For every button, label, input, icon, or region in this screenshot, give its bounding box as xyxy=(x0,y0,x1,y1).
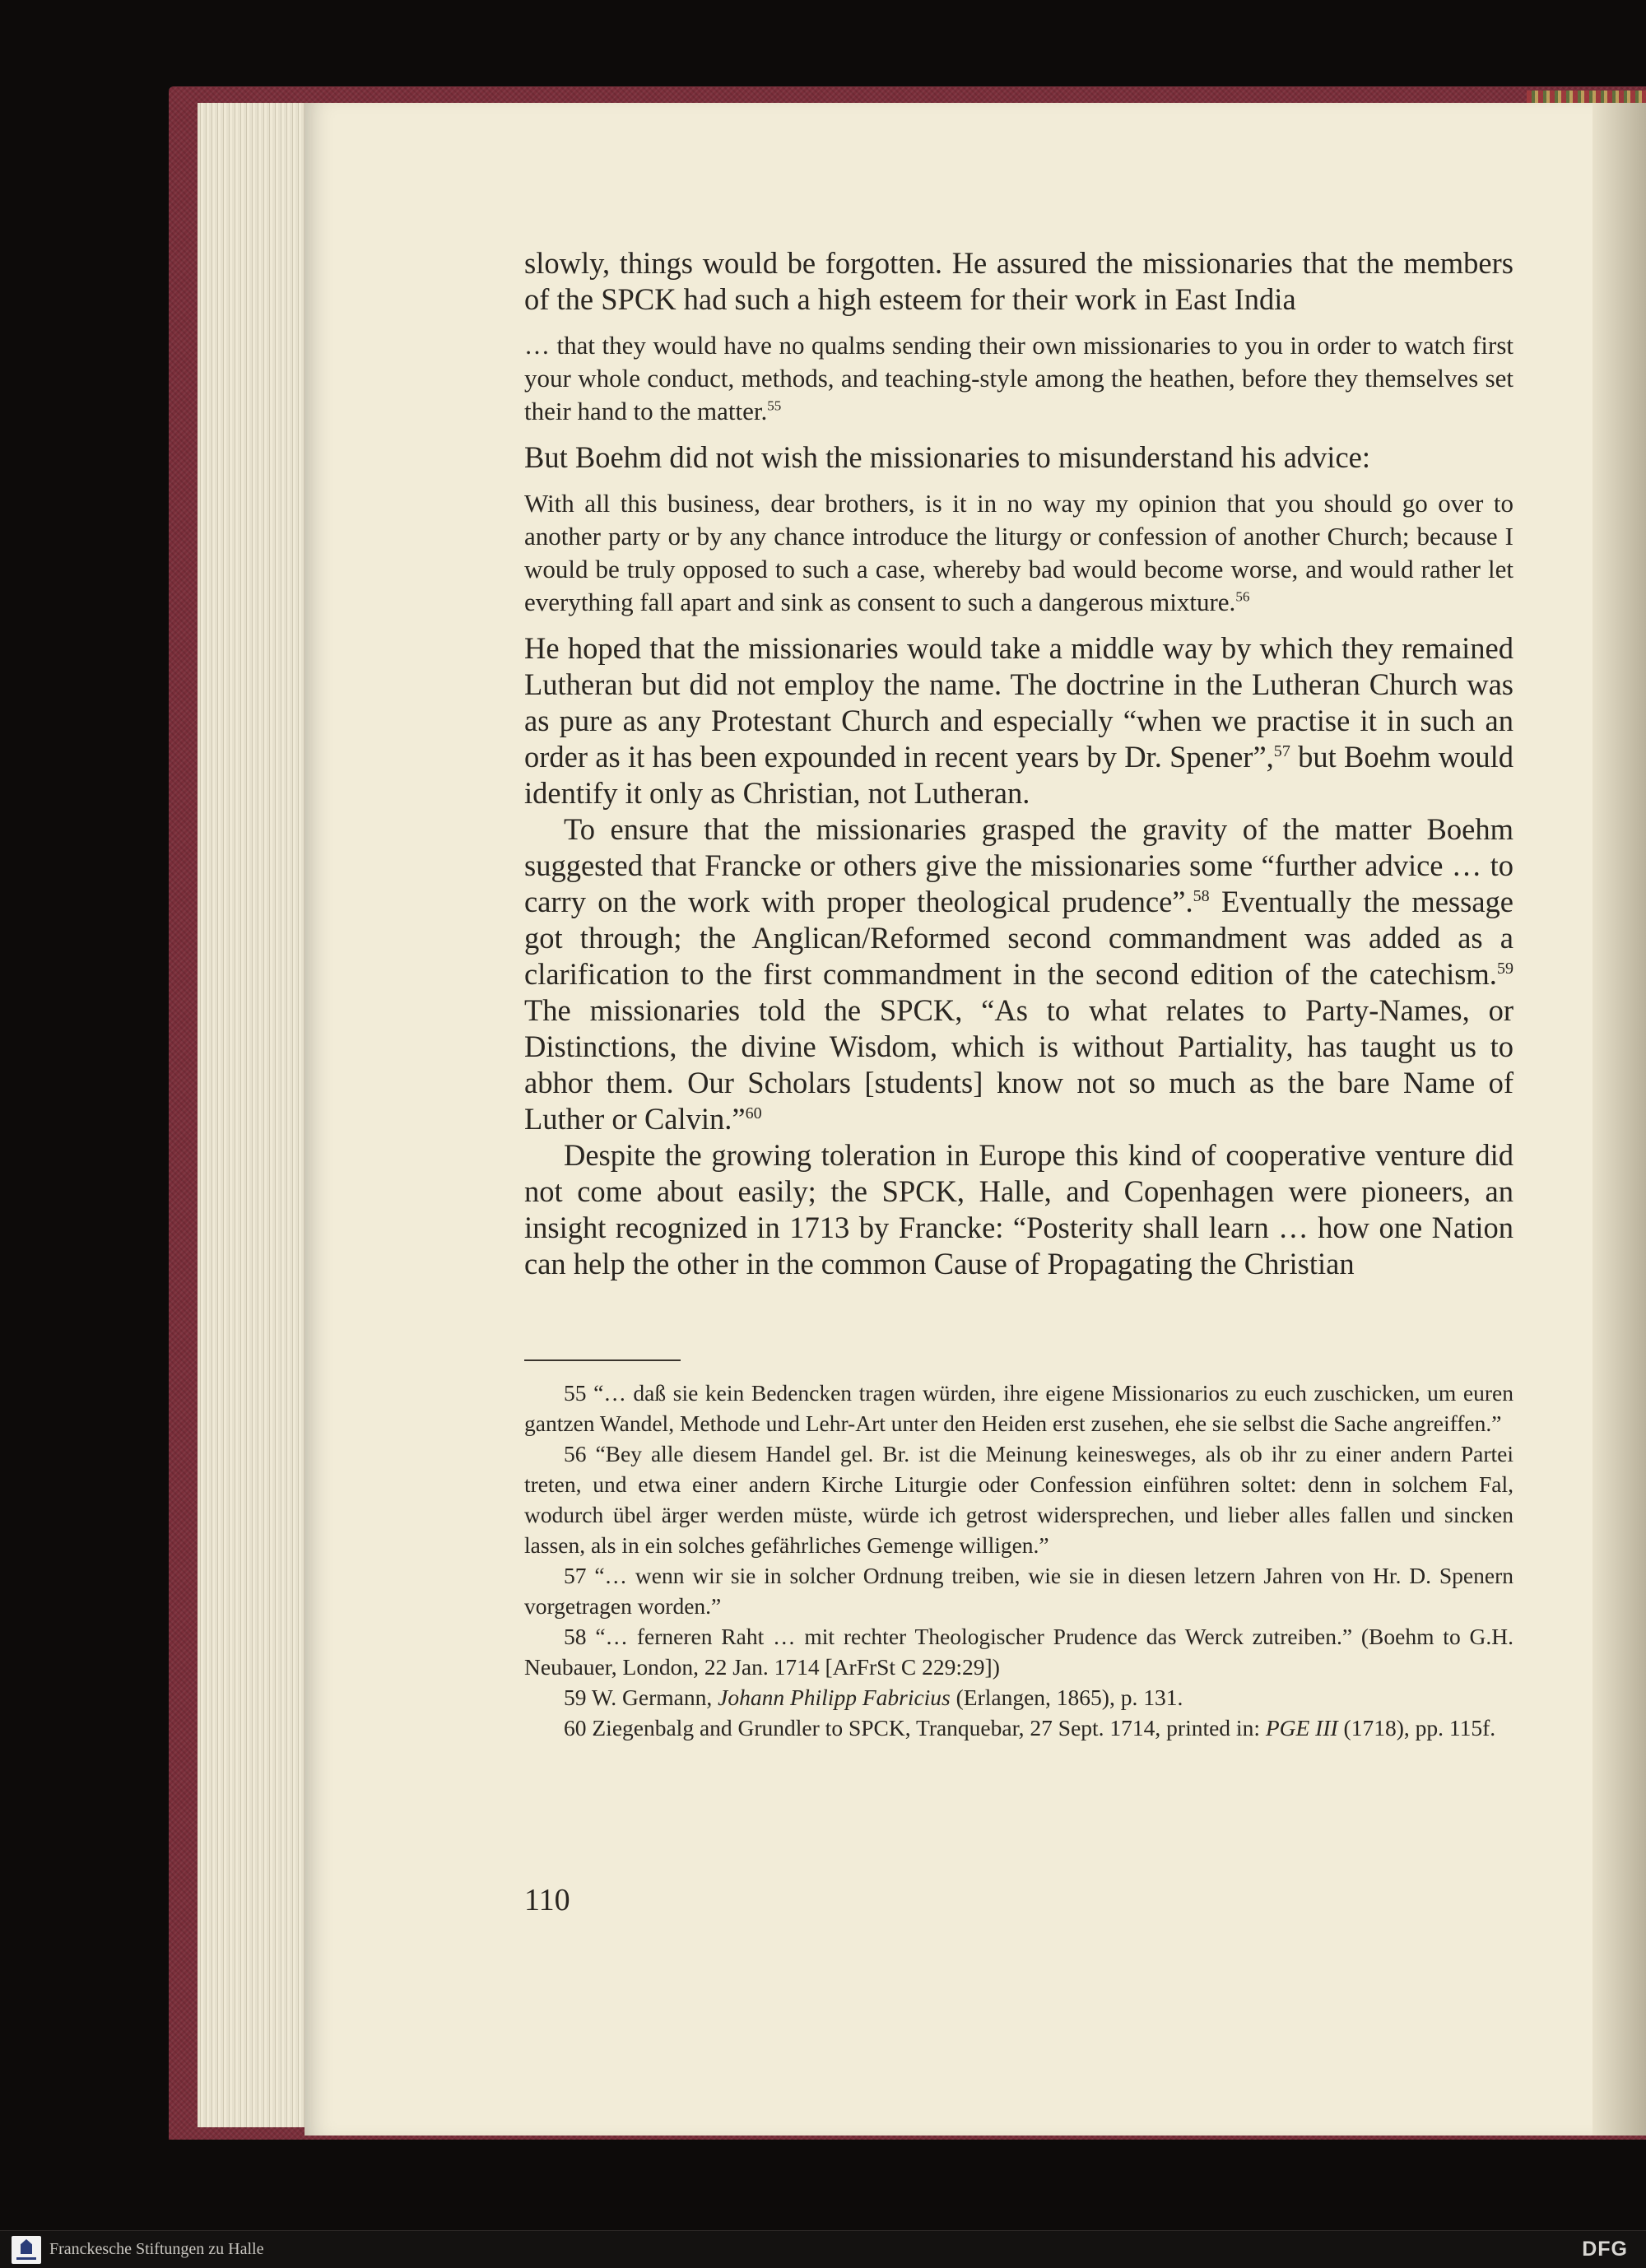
footnote-55: 55 “… daß sie kein Bedencken tragen würden, ihre eigene Missionarios zu euch zuschicken, um euren gantzen Wandel, Methode und Lehr-Art unter den Heiden erst zusehen, ehe sie selbst die Sache angreiffen.” xyxy=(524,1380,1513,1436)
page-number: 110 xyxy=(524,1883,570,1917)
footnote-rule xyxy=(524,1359,681,1361)
page-edges xyxy=(198,103,313,2127)
footnote-ref-60[interactable]: 60 xyxy=(745,1104,762,1122)
paragraph-2: But Boehm did not wish the missionaries to misunderstand his advice: xyxy=(524,440,1370,474)
next-page-edge xyxy=(1593,103,1646,2136)
footnote-59: 59 W. Germann, Johann Philipp Fabricius (Erlangen, 1865), p. 131. xyxy=(564,1685,1183,1710)
dfg-logo[interactable]: DFG xyxy=(1582,2238,1628,2261)
footnotes xyxy=(524,1378,1513,1743)
block-quote-1: … that they would have no qualms sending their own missionaries to you in order to watch first your whole conduct, methods, and teaching-style among the heathen, before they themselves set their hand to the matter.$^{55}$ xyxy=(524,331,1513,425)
paragraph-5: Despite the growing toleration in Europe this kind of cooperative venture did not come about easily; the SPCK, Halle, and Copenhagen were pioneers, an insight recognized in 1713 by Francke: “Posterity shall learn … how one Nation can help the other in the common Cause of Propagating the Christian xyxy=(524,1138,1513,1280)
paragraph-1: slowly, things would be forgotten. He assured the missionaries that the members of the SPCK had such a high esteem for their work in East India xyxy=(524,246,1513,316)
footnote-ref-59[interactable]: 59 xyxy=(1496,959,1513,978)
cited-title: PGE III xyxy=(1265,1715,1338,1741)
cited-title: Johann Philipp Fabricius xyxy=(718,1685,951,1710)
paragraph-4: To ensure that the missionaries grasped the gravity of the matter Boehm suggested that Francke or others give the missionaries some “further advice … to carry on the work with proper theological prudence”.$^{58}$ Eventually the message got through; the Anglican/Reformed second commandment was added as a clarification to the first commandment in the second edition of the catechism.$^{59}$ The missionaries told the SPCK, “As to what relates to Party-Names, or Distinctions, the divine Wisdom, which is without Partiality, has taught us to abhor them. Our Scholars [students] know not so much as the bare Name of Luther or Calvin.”$^{60}$ xyxy=(524,812,1513,1136)
footnote-60: 60 Ziegenbalg and Grundler to SPCK, Tranquebar, 27 Sept. 1714, printed in: PGE III (1718), pp. 115f. xyxy=(564,1715,1496,1741)
viewer-footer xyxy=(0,2230,1646,2268)
institution-name[interactable]: Franckesche Stiftungen zu Halle xyxy=(49,2240,264,2258)
footnote-ref-57[interactable]: 57 xyxy=(1273,741,1290,760)
footnote-ref-55[interactable]: 55 xyxy=(767,397,782,414)
institution-logo-icon[interactable] xyxy=(12,2236,41,2264)
block-quote-2: With all this business, dear brothers, is it in no way my opinion that you should go over to another party or by any chance introduce the liturgy or confession of another Church; because I would be truly opposed to such a case, whereby bad would become worse, and would rather let everything fall apart and sink as consent to such a dangerous mixture.$^{56}$ xyxy=(524,489,1513,616)
footnote-ref-58[interactable]: 58 xyxy=(1193,886,1210,905)
paragraph-3: He hoped that the missionaries would take a middle way by which they remained Lutheran but did not employ the name. The doctrine in the Lutheran Church was as pure as any Protestant Church and especially “when we practise it in such an order as it has been expounded in recent years by Dr. Spener”,$^{57}$ but Boehm would identify it only as Christian, not Lutheran. xyxy=(524,631,1513,810)
page-text xyxy=(524,245,1513,1743)
footnote-ref-56[interactable]: 56 xyxy=(1235,588,1250,605)
footnote-58: 58 “… ferneren Raht … mit rechter Theologischer Prudence das Werck zutreiben.” (Boehm to G.H. Neubauer, London, 22 Jan. 1714 [ArFrSt C 229:29]) xyxy=(524,1624,1513,1680)
footnote-56: 56 “Bey alle diesem Handel gel. Br. ist die Meinung keinesweges, als ob ihr zu einer andern Partei treten, und etwa einer andern Kirche Liturgie oder Confession einführen soltet: denn in solchem Fal, wodurch übel ärger werden müste, würde ich getrost widersprechen, und lieber alles fallen und sincken lassen, als in ein solches gefährliches Gemenge willigen.” xyxy=(524,1441,1513,1558)
footnote-57: 57 “… wenn wir sie in solcher Ordnung treiben, wie sie in diesen letzern Jahren von Hr. D. Spenern vorgetragen worden.” xyxy=(524,1563,1513,1619)
